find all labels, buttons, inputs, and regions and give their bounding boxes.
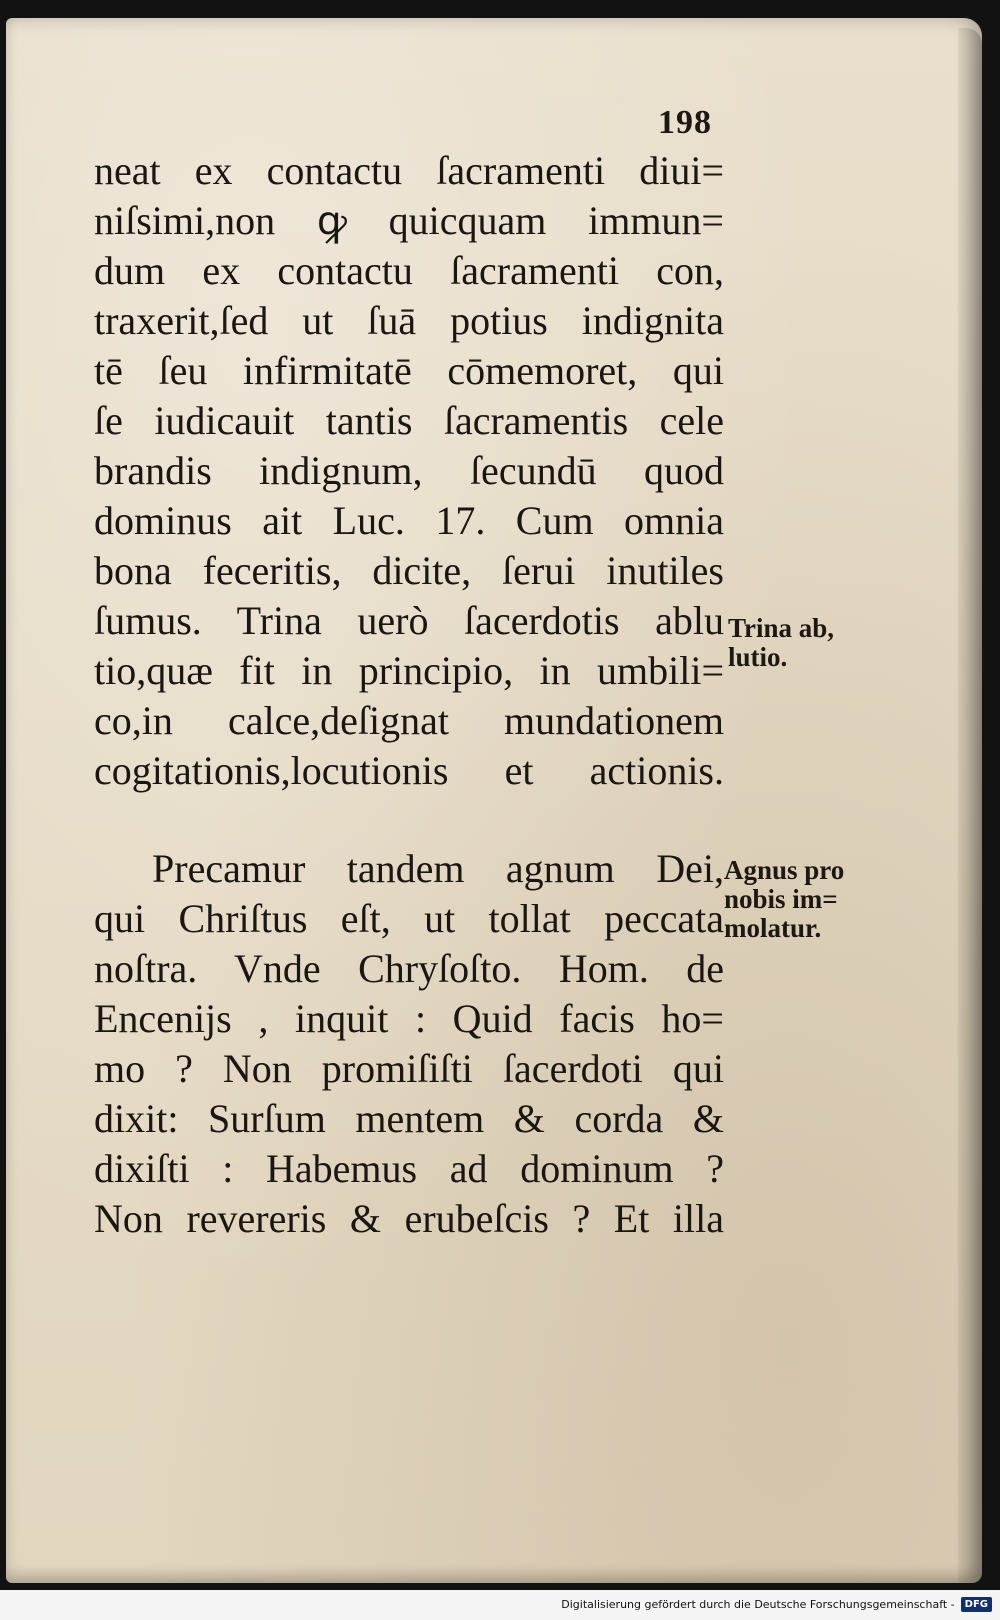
- margin-note: [724, 856, 844, 943]
- text-line: Precamur tandem agnum Dei,: [152, 846, 724, 891]
- text-line: tio,quæ fit in principio, in umbili=: [94, 648, 724, 693]
- text-line: ſe iudicauit tantis ſacramentis cele: [94, 398, 724, 443]
- text-line: qui Chriſtus eſt, ut tollat peccata: [94, 896, 724, 941]
- text-line: tē ſeu infirmitatē cōmemoret, qui: [94, 348, 724, 393]
- paragraph-spacer: [94, 796, 724, 844]
- text-line: ſumus. Trina uerò ſacerdotis ablu: [94, 598, 724, 643]
- text-line: neat ex contactu ſacramenti diui=: [94, 148, 724, 193]
- text-line: mo ? Non promiſiſti ſacerdoti qui: [94, 1046, 724, 1091]
- book-page: [6, 18, 982, 1583]
- dfg-logo: DFG: [961, 1597, 992, 1612]
- margin-note-line: lutio.: [728, 642, 788, 672]
- margin-note-line: Trina ab,: [728, 613, 835, 643]
- paragraph-1: [94, 146, 724, 796]
- text-line: dum ex contactu ſacramenti con,: [94, 248, 724, 293]
- text-line: traxerit,ſed ut ſuā potius indignita: [94, 298, 724, 343]
- text-line: bona feceritis, dicite, ſerui inutiles: [94, 548, 724, 593]
- text-line: niſsimi,non ꝙ quicquam immun=: [94, 198, 724, 243]
- text-line: dixiſti : Habemus ad dominum ?: [94, 1146, 724, 1191]
- text-line: co,in calce,deſignat mundationem: [94, 698, 724, 743]
- text-line: Enceniјs , inquit : Quid facis ho=: [94, 996, 724, 1041]
- margin-note-line: Agnus pro: [724, 855, 845, 885]
- paragraph-2: [94, 844, 724, 1244]
- text-line: dominus ait Luc. 17. Cum omnia: [94, 498, 724, 543]
- text-line: cogitationis,locutionis et actionis.: [94, 748, 724, 793]
- margin-note: [728, 614, 834, 672]
- page-edge-shadow: [958, 28, 982, 1583]
- text-line: noſtra. Vnde Chryſoſto. Hom. de: [94, 946, 724, 991]
- text-line: dixit: Surſum mentem & corda &: [94, 1096, 724, 1141]
- margin-note-line: nobis im=: [724, 884, 838, 914]
- digitization-credit: [561, 1594, 992, 1614]
- margin-note-line: molatur.: [724, 913, 822, 943]
- credit-text: Digitalisierung gefördert durch die Deutsche Forschungsgemeinschaft -: [561, 1597, 955, 1611]
- text-line: brandis indignum, ſecundū quod: [94, 448, 724, 493]
- text-line: Non revereris & erubeſcis ? Et illa: [94, 1196, 724, 1241]
- page-number: 198: [658, 104, 712, 141]
- main-text: [94, 146, 724, 1244]
